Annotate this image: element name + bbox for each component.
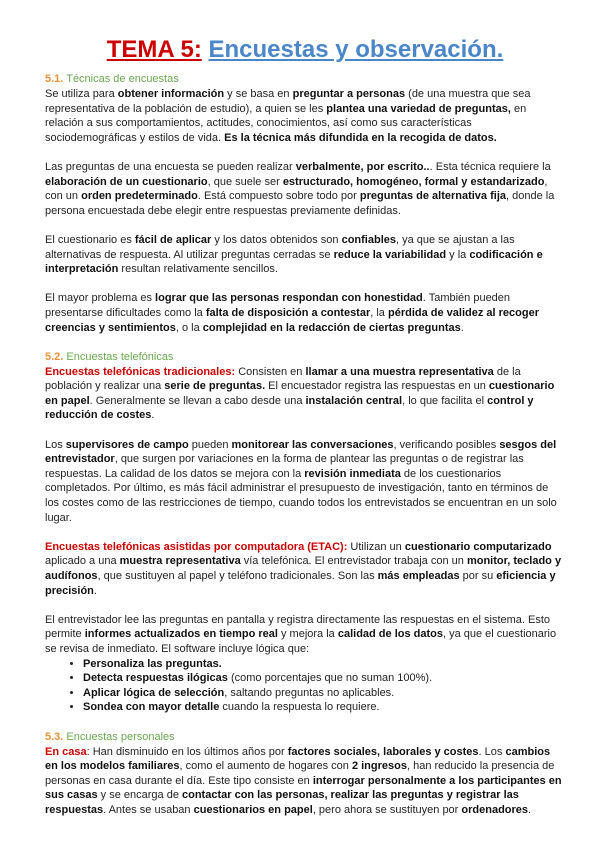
paragraph: Encuestas telefónicas tradicionales: Consisten en llamar a una muestra representativa de la población y realizar una serie de preguntas. El encuestador registra las respuestas en un cuestionario en papel. Generalmente se llevan a cabo desde una instalación central, lo que facilita el control y reducción de costes. [45, 365, 555, 422]
title-text: Encuestas y observación. [208, 36, 504, 63]
list-item: • Detecta respuestas ilógicas (como porcentajes que no suman 100%). [83, 671, 565, 686]
paragraph: Se utiliza para obtener información y se basa en preguntar a personas (de una muestra que sea representativa de la población de estudio), a quien se les plantea una variedad de preguntas, en relación a sus comportamientos, actitudes, conocimientos, así como sus características sociodemográficas y estilos de vida. Es la técnica más difundida en la recogida de datos. [45, 88, 531, 144]
list-item: • Personaliza las preguntas. [83, 657, 565, 672]
paragraph: El entrevistador lee las preguntas en pantalla y registra directamente las respuestas en el sistema. Esto permite informes actualizados en tiempo real y mejora la calidad de los datos, ya que el cuestionario se revisa de inmediato. El software incluye lógica que: [45, 613, 557, 655]
title-number: TEMA 5: [106, 36, 202, 63]
list-item: • Sondea con mayor detalle cuando la respuesta lo requiere. [83, 700, 565, 715]
paragraph: En casa: Han disminuido en los últimos años por factores sociales, laborales y costes. Los cambios en los modelos familiares, como el aumento de hogares con 2 ingresos, han reducido la presencia de personas en casa durante el día. Este tipo consiste en interrogar personalmente a los participantes en sus casas y se encarga de contactar con las personas, realizar las preguntas y registrar las respuestas. Antes se usaban cuestionarios en papel, pero ahora se sustituyen por ordenadores. [45, 745, 562, 816]
paragraph: Los supervisores de campo pueden monitorear las conversaciones, verificando posibles sesgos del entrevistador, que surgen por variaciones en la forma de plantear las preguntas o de registrar las respuestas. La calidad de los datos se mejora con la revisión inmediata de los cuestionarios completados. Por último, es más fácil administrar el presupuesto de investigación, tanto en términos de los costes como de las restricciones de tiempo, cuando todos los entrevistados se encuentran en un solo lugar. [45, 438, 557, 524]
bullet-list [45, 657, 565, 715]
list-item: • Aplicar lógica de selección, saltando preguntas no aplicables. [83, 686, 565, 701]
paragraph: Encuestas telefónicas asistidas por computadora (ETAC): Utilizan un cuestionario computarizado aplicado a una muestra representativa vía telefónica. El entrevistador trabaja con un monitor, teclado y audífonos, que sustituyen al papel y teléfono tradicionales. Son las más empleadas por su eficiencia y precisión. [45, 540, 562, 597]
paragraph: El mayor problema es lograr que las personas respondan con honestidad. También pueden presentarse dificultades como la falta de disposición a contestar, la pérdida de validez al recoger creencias y sentimientos, o la complejidad en la redacción de ciertas preguntas. [45, 292, 539, 334]
section-5-3-heading: 5.3. Encuestas personales [45, 730, 175, 743]
section-5-1-heading: 5.1. Técnicas de encuestas [45, 73, 179, 85]
document-page [45, 36, 565, 818]
paragraph: Las preguntas de una encuesta se pueden realizar verbalmente, por escrito... Esta técnica requiere la elaboración de un cuestionario, que suele ser estructurado, homogéneo, formal y estandarizado, con un orden predeterminado. Está compuesto sobre todo por preguntas de alternativa fija, donde la persona encuestada debe elegir entre respuestas previamente definidas. [45, 160, 555, 217]
page-title [45, 36, 565, 64]
section-5-2-heading: 5.2. Encuestas telefónicas [45, 350, 174, 363]
paragraph: El cuestionario es fácil de aplicar y los datos obtenidos son confiables, ya que se ajustan a las alternativas de respuesta. Al utilizar preguntas cerradas se reduce la variabilidad y la codificación e interpretación resultan relativamente sencillos. [45, 233, 543, 276]
